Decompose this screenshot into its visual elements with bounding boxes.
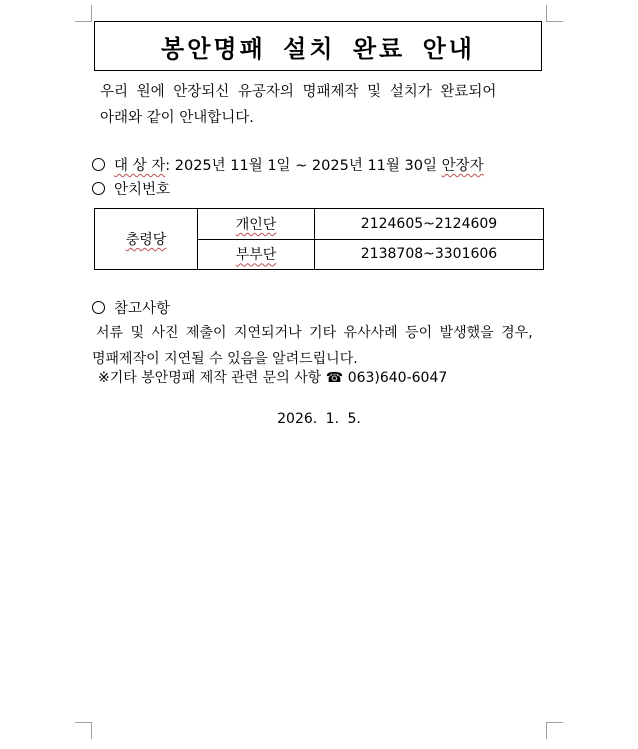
crop-mark-bottom-left [75,722,92,739]
ids-section-heading [92,178,170,199]
circle-bullet-icon [92,158,105,171]
table-row [95,209,544,240]
range-cell: 2138708~3301606 [315,239,544,270]
notes-line-2: 명패제작이 지연될 수 있음을 알려드립니다. [92,351,358,367]
range-cell: 2124605~2124609 [315,209,544,240]
target-suffix: 안장자 [441,158,484,174]
contact-line [98,367,447,387]
target-period: : 2025년 11월 1일 ~ 2025년 11월 30일 [165,158,437,174]
kind-cell [198,239,315,270]
title-box [94,21,542,71]
document-date: 2026. 1. 5. [277,411,361,427]
document-title: 봉안명패 설치 완료 안내 [161,34,475,63]
crop-mark-bottom-right [546,722,563,739]
target-label: 대 상 자 [114,158,166,174]
group-cell [95,209,198,270]
notes-heading [92,297,170,318]
notes-line-1: 서류 및 사진 제출이 지연되거나 기타 유사사례 등이 발생했을 경우, [96,325,533,341]
phone-number: 063)640-6047 [347,370,448,386]
notes-paragraph [92,320,547,372]
crop-mark-top-right [546,5,563,22]
intro-line-2: 아래와 같이 안내합니다. [100,110,254,126]
ids-section-title: 안치번호 [114,182,171,198]
crop-mark-top-left [75,5,92,22]
circle-bullet-icon [92,182,105,195]
circle-bullet-icon [92,301,105,314]
kind-label: 부부단 [235,247,277,264]
placement-number-table [94,208,544,270]
target-line [92,154,484,175]
contact-text: ※기타 봉안명패 제작 관련 문의 사항 [98,370,322,386]
phone-icon: ☎ [325,370,344,386]
kind-label: 개인단 [235,216,277,233]
group-label: 충령당 [125,232,167,248]
intro-paragraph [100,79,540,131]
notes-title: 참고사항 [114,301,171,317]
kind-cell [198,209,315,240]
intro-line-1: 우리 원에 안장되신 유공자의 명패제작 및 설치가 완료되어 [100,84,497,100]
